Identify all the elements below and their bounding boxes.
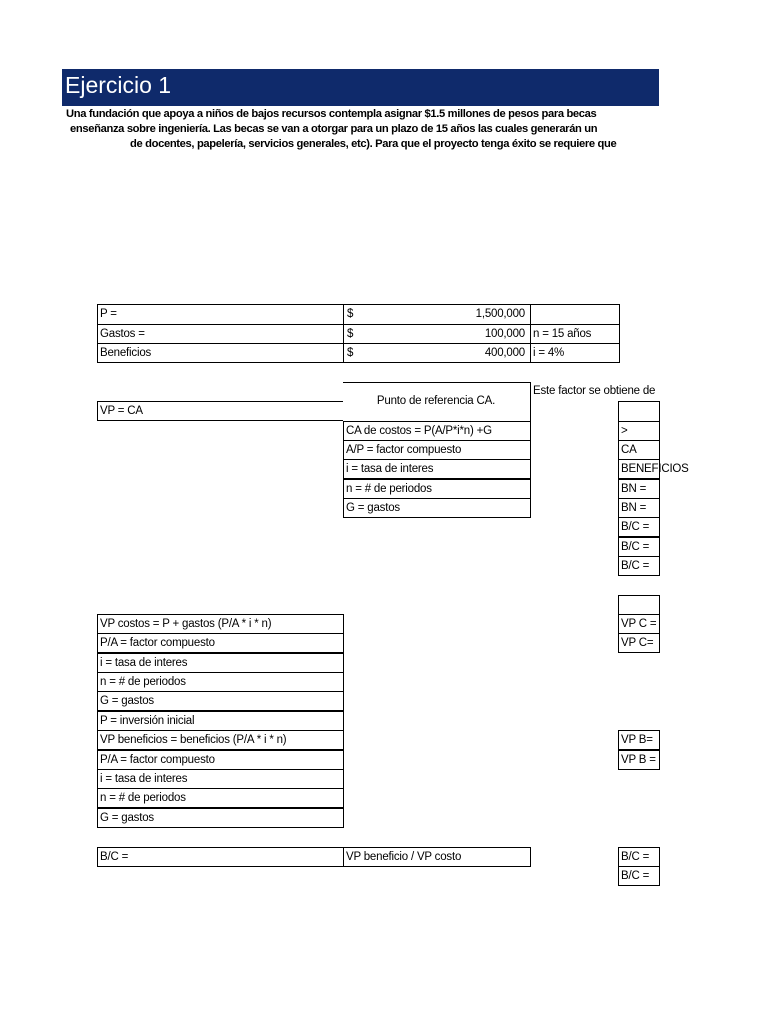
vp-right-text: VP B =	[621, 754, 656, 766]
ca-row-5[interactable]	[343, 498, 531, 518]
bc-label-cell[interactable]	[97, 847, 344, 867]
vp-right-text: VP C=	[621, 637, 654, 649]
vp-row-2[interactable]	[97, 633, 344, 653]
ca-row-1[interactable]	[343, 421, 531, 441]
ca-n-def: n = # de periodos	[346, 483, 432, 495]
beneficios-label-cell[interactable]	[97, 343, 344, 363]
gastos-currency: $	[347, 328, 354, 340]
vp-ca-cell[interactable]	[97, 401, 344, 421]
ca-header-cell[interactable]	[343, 382, 531, 422]
gastos-value-cell[interactable]	[343, 324, 531, 344]
ca-right-text: >	[621, 425, 628, 437]
i-text: i = 4%	[533, 347, 565, 359]
bc-right-text: B/C =	[621, 851, 650, 863]
intro-line-1: Una fundación que apoya a niños de bajos recursos contempla asignar $1.5 millones de pesos para becas	[66, 108, 597, 120]
vp-n-def-2: n = # de periodos	[100, 792, 186, 804]
vp-right-3[interactable]	[618, 730, 660, 750]
ca-right-text: BN =	[621, 483, 647, 495]
ca-right-text: B/C =	[621, 560, 650, 572]
vp-row-11[interactable]	[97, 808, 344, 828]
title-bar	[62, 69, 659, 106]
ca-row-2[interactable]	[343, 440, 531, 460]
ca-i-def: i = tasa de interes	[346, 463, 434, 475]
bc-formula-cell[interactable]	[343, 847, 531, 867]
page-title: Ejercicio 1	[65, 72, 172, 98]
p-label: P =	[100, 308, 117, 320]
ca-row-4[interactable]	[343, 479, 531, 499]
ca-right-8[interactable]	[618, 556, 660, 576]
beneficios-currency: $	[347, 347, 354, 359]
p-value-cell[interactable]	[343, 304, 531, 325]
ca-right-1[interactable]	[618, 421, 660, 441]
ca-row-3[interactable]	[343, 459, 531, 479]
ca-right-4[interactable]	[618, 479, 660, 499]
ca-right-5[interactable]	[618, 498, 660, 518]
intro-line-3: de docentes, papelería, servicios generales, etc). Para que el proyecto tenga éxito se requiere que	[130, 138, 617, 150]
ca-right-text: B/C =	[621, 521, 650, 533]
ca-g-def: G = gastos	[346, 502, 400, 514]
vp-p-def: P = inversión inicial	[100, 715, 195, 727]
bc-right-1[interactable]	[618, 866, 660, 886]
gastos-label: Gastos =	[100, 328, 145, 340]
vp-g-def: G = gastos	[100, 695, 154, 707]
n-cell[interactable]	[530, 324, 620, 344]
vp-row-9[interactable]	[97, 769, 344, 789]
ca-right-text: BENEFICIOS	[621, 463, 689, 475]
gastos-label-cell[interactable]	[97, 324, 344, 344]
ca-ap-def: A/P = factor compuesto	[346, 444, 462, 456]
beneficios-value-cell[interactable]	[343, 343, 531, 363]
vp-row-1[interactable]	[97, 614, 344, 634]
ca-right-text: BN =	[621, 502, 647, 514]
ca-formula: CA de costos = P(A/P*i*n) +G	[346, 425, 492, 437]
vp-row-10[interactable]	[97, 788, 344, 808]
vp-i-def-2: i = tasa de interes	[100, 773, 188, 785]
vp-row-4[interactable]	[97, 672, 344, 692]
p-currency: $	[347, 308, 354, 320]
intro-line-2: enseñanza sobre ingeniería. Las becas se van a otorgar para un plazo de 15 años las cuales generarán un	[70, 123, 598, 135]
vp-row-3[interactable]	[97, 653, 344, 673]
vp-right-text: VP B=	[621, 734, 653, 746]
ca-right-text: CA	[621, 444, 637, 456]
i-cell[interactable]	[530, 343, 620, 363]
p-label-cell[interactable]	[97, 304, 344, 325]
p-value: 1,500,000	[475, 308, 525, 320]
ca-right-6[interactable]	[618, 517, 660, 537]
n-text: n = 15 años	[533, 328, 592, 340]
ca-header: Punto de referencia CA.	[376, 395, 496, 407]
vp-costos-formula: VP costos = P + gastos (P/A * i * n)	[100, 618, 272, 630]
ca-right-7[interactable]	[618, 537, 660, 557]
vp-right-2[interactable]	[618, 633, 660, 653]
vp-right-text: VP C =	[621, 618, 657, 630]
ca-note-cell[interactable]	[531, 382, 659, 402]
vp-right-1[interactable]	[618, 614, 660, 634]
vp-row-5[interactable]	[97, 691, 344, 711]
ca-right-0[interactable]	[618, 401, 660, 422]
vp-ca-label: VP = CA	[100, 405, 143, 417]
vp-right-4[interactable]	[618, 750, 660, 770]
vp-beneficios-formula: VP beneficios = beneficios (P/A * i * n)	[100, 734, 287, 746]
ca-note: Este factor se obtiene de	[533, 385, 656, 397]
ca-right-text: B/C =	[621, 541, 650, 553]
vp-g-def-2: G = gastos	[100, 812, 154, 824]
ca-right-3[interactable]	[618, 459, 689, 479]
p-extra-cell[interactable]	[530, 304, 620, 325]
beneficios-value: 400,000	[484, 347, 525, 359]
ca-right-2[interactable]	[618, 440, 660, 460]
gastos-value: 100,000	[484, 328, 525, 340]
beneficios-label: Beneficios	[100, 347, 152, 359]
intro-paragraph	[62, 107, 659, 153]
vp-row-8[interactable]	[97, 750, 344, 770]
bc-label: B/C =	[100, 851, 129, 863]
bc-right-text: B/C =	[621, 870, 650, 882]
bc-right-0[interactable]	[618, 847, 660, 867]
bc-formula: VP beneficio / VP costo	[346, 851, 462, 863]
vp-n-def: n = # de periodos	[100, 676, 186, 688]
vp-row-6[interactable]	[97, 711, 344, 731]
vp-pa-def-2: P/A = factor compuesto	[100, 754, 215, 766]
vp-pa-def: P/A = factor compuesto	[100, 637, 215, 649]
vp-i-def: i = tasa de interes	[100, 657, 188, 669]
vp-right-0[interactable]	[618, 595, 660, 615]
vp-row-7[interactable]	[97, 730, 344, 750]
